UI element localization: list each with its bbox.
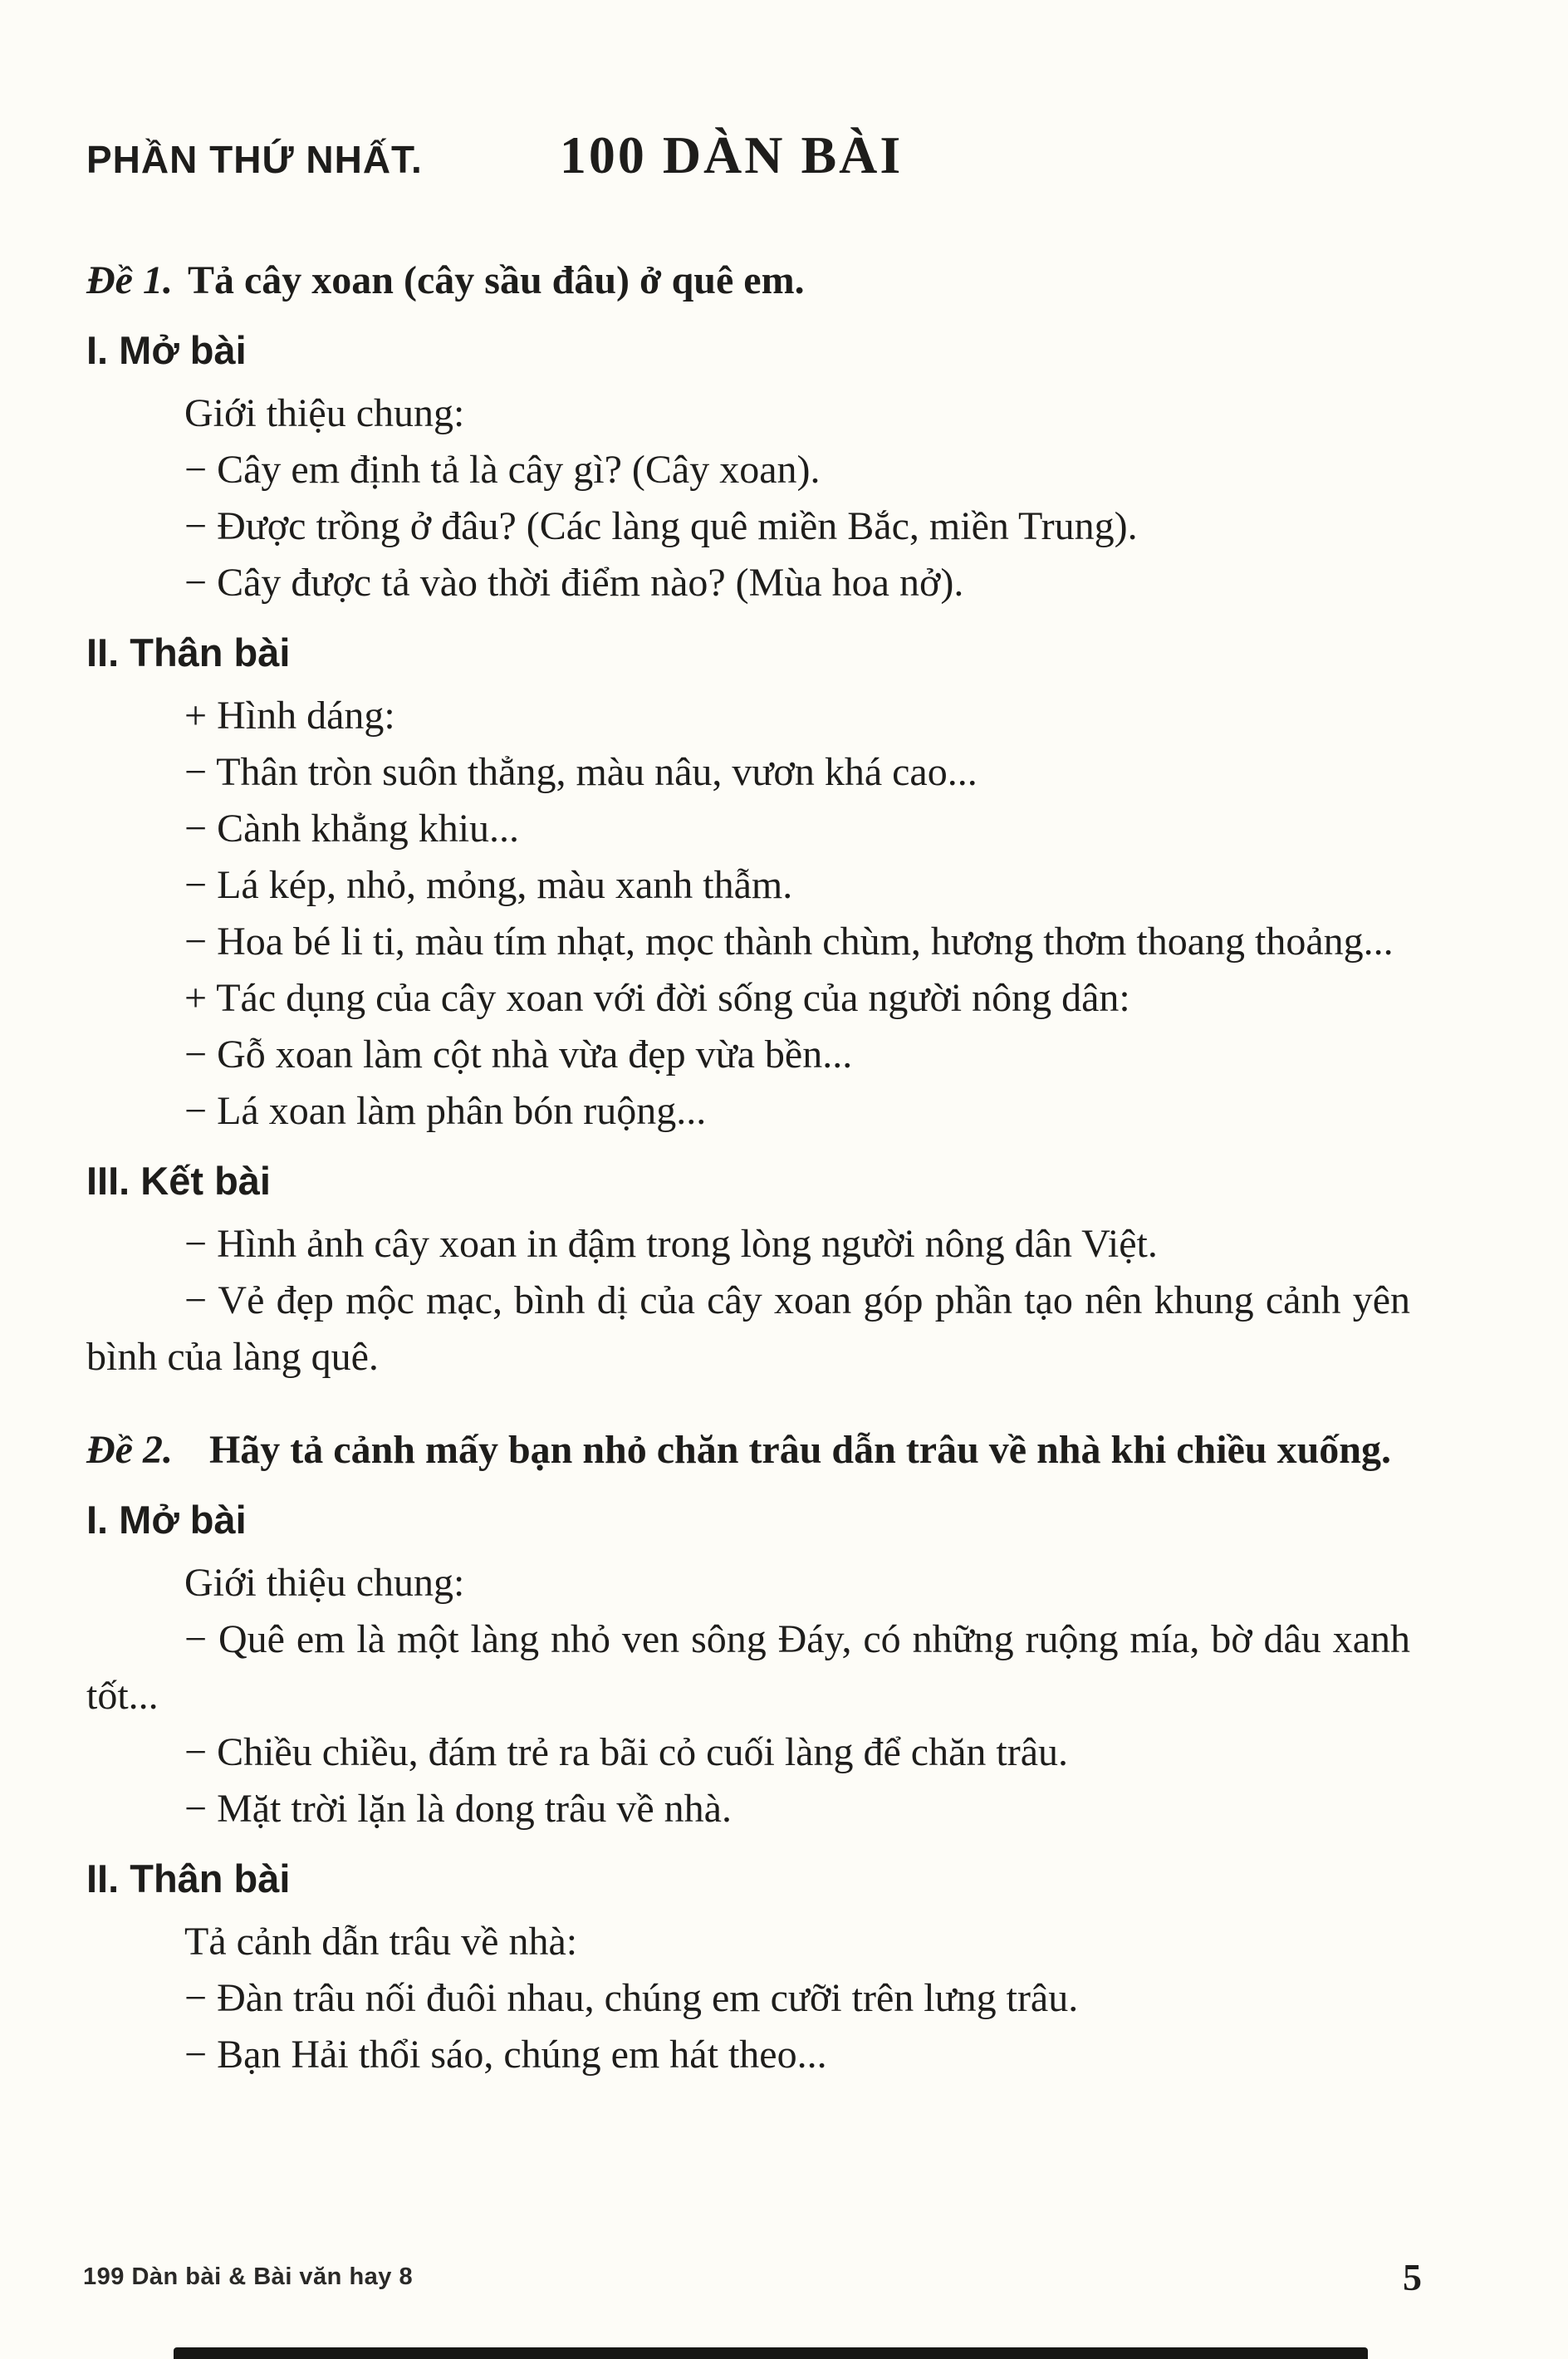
scan-artifact-bar <box>174 2347 1368 2359</box>
topic-1-label: Đề 1. <box>86 258 173 302</box>
section-heading-close: III. Kết bài <box>86 1159 271 1203</box>
outline-item: − Cây em định tả là cây gì? (Cây xoan). <box>184 448 821 492</box>
outline-item: − Lá kép, nhỏ, mỏng, màu xanh thẫm. <box>184 863 793 907</box>
page-number: 5 <box>1403 2256 1422 2298</box>
topic-1-heading <box>86 253 1410 309</box>
section-heading-body: II. Thân bài <box>86 630 291 674</box>
outline-item: − Quê em là một làng nhỏ ven sông Đáy, có những ruộng mía, bờ dâu xanh tốt... <box>86 1617 1410 1718</box>
topic-2-heading <box>86 1422 1410 1479</box>
topic-1-title: Tả cây xoan (cây sầu đâu) ở quê em. <box>187 258 805 302</box>
outline-item: − Hoa bé li ti, màu tím nhạt, mọc thành chùm, hương thơm thoang thoảng... <box>184 920 1394 964</box>
outline-item: − Lá xoan làm phân bón ruộng... <box>184 1089 707 1133</box>
section-heading-open: I. Mở bài <box>86 328 247 372</box>
section-heading-body: II. Thân bài <box>86 1856 291 1900</box>
outline-item: − Cành khẳng khiu... <box>184 807 520 851</box>
outline-item: − Bạn Hải thổi sáo, chúng em hát theo... <box>184 2033 827 2077</box>
outline-item: Giới thiệu chung: <box>184 1561 465 1605</box>
topic-2-title: Hãy tả cảnh mấy bạn nhỏ chăn trâu dẫn trâu về nhà khi chiều xuống. <box>208 1428 1391 1472</box>
page-title: 100 DÀN BÀI <box>559 125 904 184</box>
part-header: PHẦN THỨ NHẤT. <box>86 138 423 181</box>
outline-item: − Gỗ xoan làm cột nhà vừa đẹp vừa bền... <box>184 1032 853 1077</box>
outline-item: − Thân tròn suôn thẳng, màu nâu, vươn khá cao... <box>184 750 978 794</box>
outline-item: − Mặt trời lặn là dong trâu về nhà. <box>184 1787 732 1831</box>
page-header <box>86 125 1410 186</box>
outline-item: + Hình dáng: <box>184 694 395 738</box>
outline-item: Tả cảnh dẫn trâu về nhà: <box>184 1920 578 1964</box>
outline-item: + Tác dụng của cây xoan với đời sống của người nông dân: <box>184 976 1130 1020</box>
outline-item: − Chiều chiều, đám trẻ ra bãi cỏ cuối làng để chăn trâu. <box>184 1730 1068 1774</box>
outline-item: − Được trồng ở đâu? (Các làng quê miền Bắc, miền Trung). <box>184 504 1138 548</box>
outline-item: − Cây được tả vào thời điểm nào? (Mùa hoa nở). <box>184 561 964 605</box>
outline-item: Giới thiệu chung: <box>184 391 465 435</box>
page-content <box>86 253 1410 2083</box>
section-heading-open: I. Mở bài <box>86 1498 247 1542</box>
footer-book-info: 199 Dàn bài & Bài văn hay 8 <box>83 2263 414 2290</box>
topic-2-label: Đề 2. <box>86 1428 173 1472</box>
outline-item: − Vẻ đẹp mộc mạc, bình dị của cây xoan góp phần tạo nên khung cảnh yên bình của làng quê. <box>86 1278 1410 1379</box>
outline-item: − Hình ảnh cây xoan in đậm trong lòng người nông dân Việt. <box>184 1222 1158 1266</box>
outline-item: − Đàn trâu nối đuôi nhau, chúng em cưỡi trên lưng trâu. <box>184 1976 1079 2020</box>
